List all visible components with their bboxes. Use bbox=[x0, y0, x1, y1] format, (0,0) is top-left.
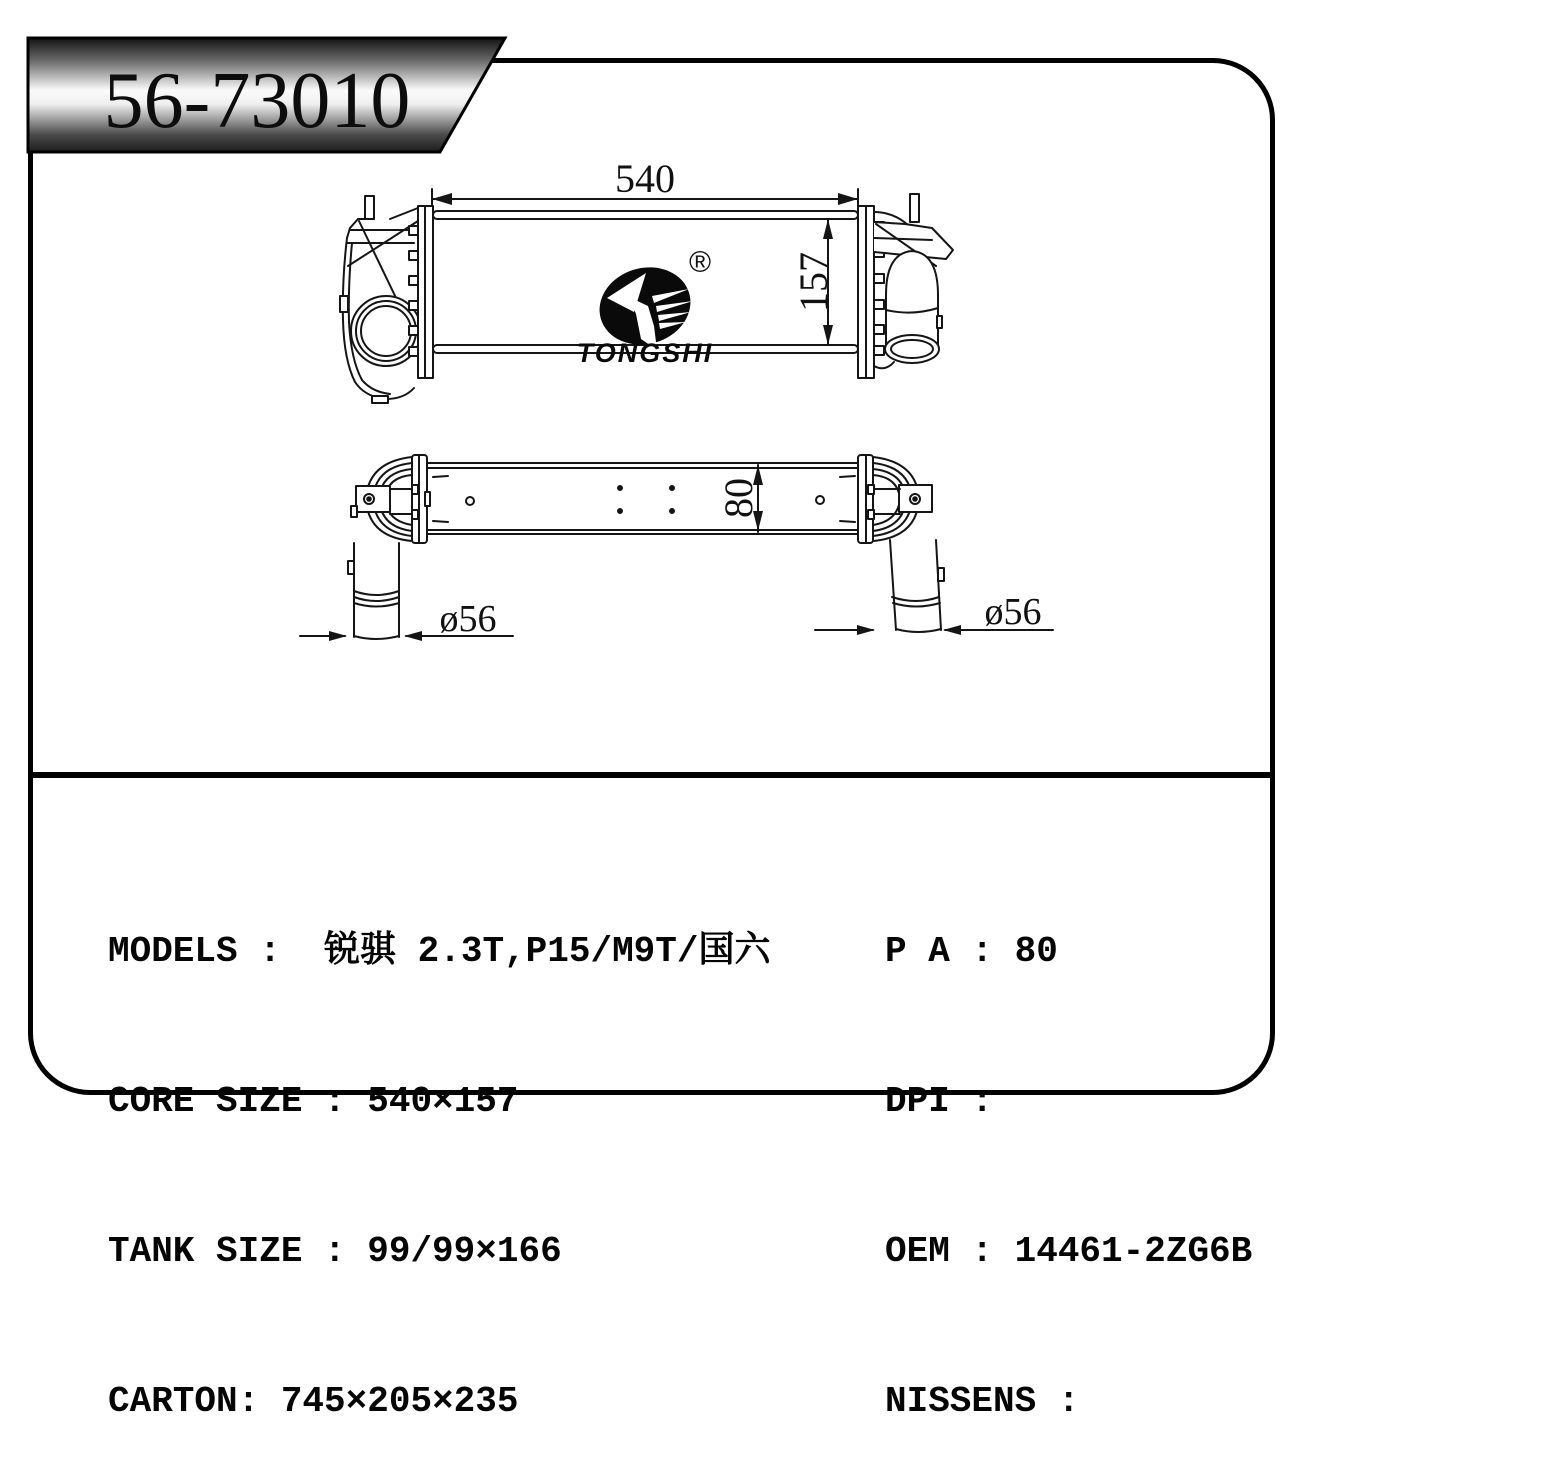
dimension-80 bbox=[716, 465, 763, 532]
top-view-right-tank bbox=[858, 455, 944, 632]
technical-drawing bbox=[280, 150, 1090, 680]
tongshi-logo bbox=[577, 246, 714, 368]
part-number: 56-73010 bbox=[103, 57, 411, 145]
left-mount-pin bbox=[365, 196, 374, 219]
right-mount-pin bbox=[910, 194, 919, 222]
dimension-540 bbox=[432, 156, 858, 213]
dimension-157 bbox=[791, 219, 836, 345]
top-view-body bbox=[427, 463, 860, 534]
spec-line-nissens: NISSENS : bbox=[885, 1381, 1080, 1422]
right-outlet-pipe bbox=[885, 251, 942, 363]
spec-column-right bbox=[885, 827, 1252, 1477]
part-number-badge bbox=[0, 0, 560, 170]
logo-wordmark: TONGSHI bbox=[576, 338, 714, 368]
right-tank bbox=[858, 194, 953, 378]
dimension-dia-left bbox=[300, 598, 513, 641]
section-divider bbox=[28, 772, 1275, 778]
spec-line-dpi: DPI : bbox=[885, 1081, 994, 1122]
dim-540-label: 540 bbox=[615, 156, 675, 201]
top-view-left-tank bbox=[348, 455, 430, 639]
top-view-drawing bbox=[300, 455, 1053, 641]
spec-line-models: MODELS : 锐骐 2.3T,P15/M9T/国六 bbox=[108, 931, 771, 972]
front-view-drawing bbox=[340, 156, 953, 403]
spec-column-left bbox=[108, 827, 770, 1477]
spec-line-core-size: CORE SIZE : 540×157 bbox=[108, 1081, 519, 1122]
dim-157-label: 157 bbox=[791, 252, 836, 312]
top-view-right-pipe bbox=[890, 540, 944, 632]
registered-mark: ® bbox=[688, 246, 712, 279]
dia-right-label: ø56 bbox=[984, 591, 1042, 633]
dim-80-label: 80 bbox=[716, 478, 761, 518]
spec-line-tank-size: TANK SIZE : 99/99×166 bbox=[108, 1231, 562, 1272]
dia-left-label: ø56 bbox=[439, 598, 497, 640]
left-tank bbox=[340, 196, 433, 403]
body-holes bbox=[466, 486, 824, 513]
spec-line-oem: OEM : 14461-2ZG6B bbox=[885, 1231, 1253, 1272]
spec-line-pa: P A : 80 bbox=[885, 931, 1058, 972]
top-view-left-pipe bbox=[348, 543, 399, 639]
spec-line-carton: CARTON: 745×205×235 bbox=[108, 1381, 519, 1422]
